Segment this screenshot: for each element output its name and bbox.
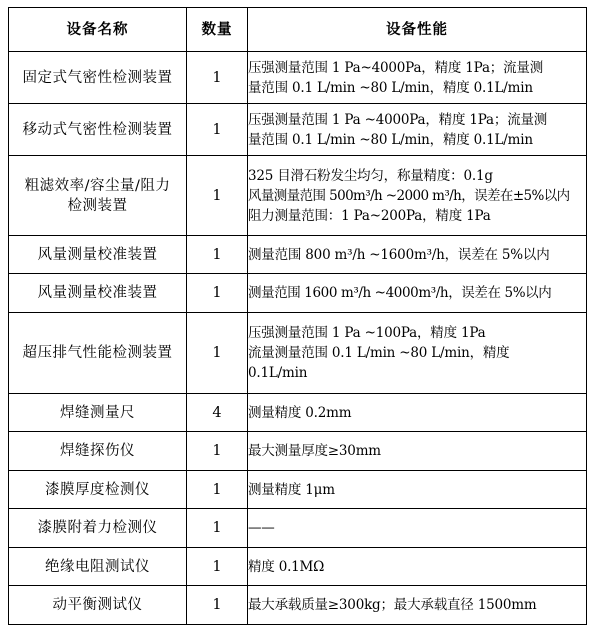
performance-line: 325 目滑石粉发尘均匀，称量精度：0.1g <box>248 167 493 184</box>
equipment-name-cell: 焊缝测量尺 <box>9 394 187 432</box>
performance-line: 0.1L/min <box>248 365 308 381</box>
header-equipment-name: 设备名称 <box>9 8 187 52</box>
performance-line: —— <box>248 520 275 536</box>
quantity-cell: 1 <box>187 52 248 104</box>
quantity-cell: 1 <box>187 432 248 471</box>
performance-cell <box>248 509 587 548</box>
performance-cell <box>248 236 587 274</box>
table-row <box>9 156 587 236</box>
performance-cell <box>248 586 587 625</box>
performance-line: 风量测量范围 500m³/h ~2000 m³/h，误差在±5%以内 <box>248 187 570 204</box>
equipment-name-cell: 漆膜厚度检测仪 <box>9 471 187 509</box>
equipment-name-cell: 焊缝探伤仪 <box>9 432 187 471</box>
performance-line: 测量精度 0.2mm <box>248 404 352 421</box>
table-row <box>9 274 587 313</box>
performance-line: 测量范围 800 m³/h ~1600m³/h，误差在 5%以内 <box>248 246 550 263</box>
performance-line: 测量范围 1600 m³/h ~4000m³/h，误差在 5%以内 <box>248 285 552 301</box>
table-row <box>9 471 587 509</box>
performance-line: 压强测量范围 1 Pa ~100Pa，精度 1Pa <box>248 325 486 341</box>
equipment-name-cell: 动平衡测试仪 <box>9 586 187 625</box>
quantity-cell: 1 <box>187 509 248 548</box>
equipment-name-cell: 风量测量校准装置 <box>9 236 187 274</box>
quantity-cell: 1 <box>187 471 248 509</box>
header-quantity: 数量 <box>187 8 248 52</box>
table-row <box>9 548 587 586</box>
equipment-name-cell: 固定式气密性检测装置 <box>9 52 187 104</box>
table-row <box>9 236 587 274</box>
equipment-name-cell: 超压排气性能检测装置 <box>9 313 187 394</box>
equipment-name-cell: 风量测量校准装置 <box>9 274 187 313</box>
table-row <box>9 586 587 625</box>
table-header-row <box>9 8 587 52</box>
table-row <box>9 313 587 394</box>
performance-cell <box>248 104 587 156</box>
quantity-cell: 1 <box>187 586 248 625</box>
performance-line: 最大测量厚度≥30mm <box>248 443 381 459</box>
table-row <box>9 509 587 548</box>
performance-cell <box>248 313 587 394</box>
header-performance: 设备性能 <box>248 8 587 52</box>
performance-line: 量范围 0.1 L/min ~80 L/min，精度 0.1L/min <box>248 131 533 148</box>
quantity-cell: 1 <box>187 313 248 394</box>
performance-cell <box>248 432 587 471</box>
performance-line: 流量测量范围 0.1 L/min ~80 L/min，精度 <box>248 345 510 361</box>
equipment-name-cell <box>9 156 187 236</box>
performance-cell <box>248 156 587 236</box>
performance-line: 量范围 0.1 L/min ~80 L/min，精度 0.1L/min <box>248 79 533 96</box>
table-row <box>9 432 587 471</box>
quantity-cell: 1 <box>187 548 248 586</box>
equipment-name-line: 粗滤效率/容尘量/阻力 <box>24 177 171 194</box>
performance-line: 阻力测量范围：1 Pa~200Pa，精度 1Pa <box>248 207 491 224</box>
quantity-cell: 1 <box>187 236 248 274</box>
equipment-name-cell: 绝缘电阻测试仪 <box>9 548 187 586</box>
quantity-cell: 1 <box>187 156 248 236</box>
equipment-name-cell: 移动式气密性检测装置 <box>9 104 187 156</box>
quantity-cell: 1 <box>187 104 248 156</box>
performance-line: 压强测量范围 1 Pa~4000Pa，精度 1Pa；流量测 <box>248 59 543 76</box>
performance-cell <box>248 52 587 104</box>
equipment-table <box>8 7 587 625</box>
equipment-name-line: 检测装置 <box>67 197 128 214</box>
performance-line: 压强测量范围 1 Pa ~4000Pa，精度 1Pa；流量测 <box>248 111 548 128</box>
table-row <box>9 104 587 156</box>
performance-line: 精度 0.1MΩ <box>248 558 325 575</box>
performance-cell <box>248 548 587 586</box>
table-row <box>9 394 587 432</box>
equipment-name-cell: 漆膜附着力检测仪 <box>9 509 187 548</box>
table-row <box>9 52 587 104</box>
performance-cell <box>248 394 587 432</box>
quantity-cell: 4 <box>187 394 248 432</box>
performance-cell <box>248 471 587 509</box>
performance-line: 测量精度 1μm <box>248 481 335 498</box>
performance-cell <box>248 274 587 313</box>
quantity-cell: 1 <box>187 274 248 313</box>
performance-line: 最大承载质量≥300kg；最大承载直径 1500mm <box>248 597 537 613</box>
